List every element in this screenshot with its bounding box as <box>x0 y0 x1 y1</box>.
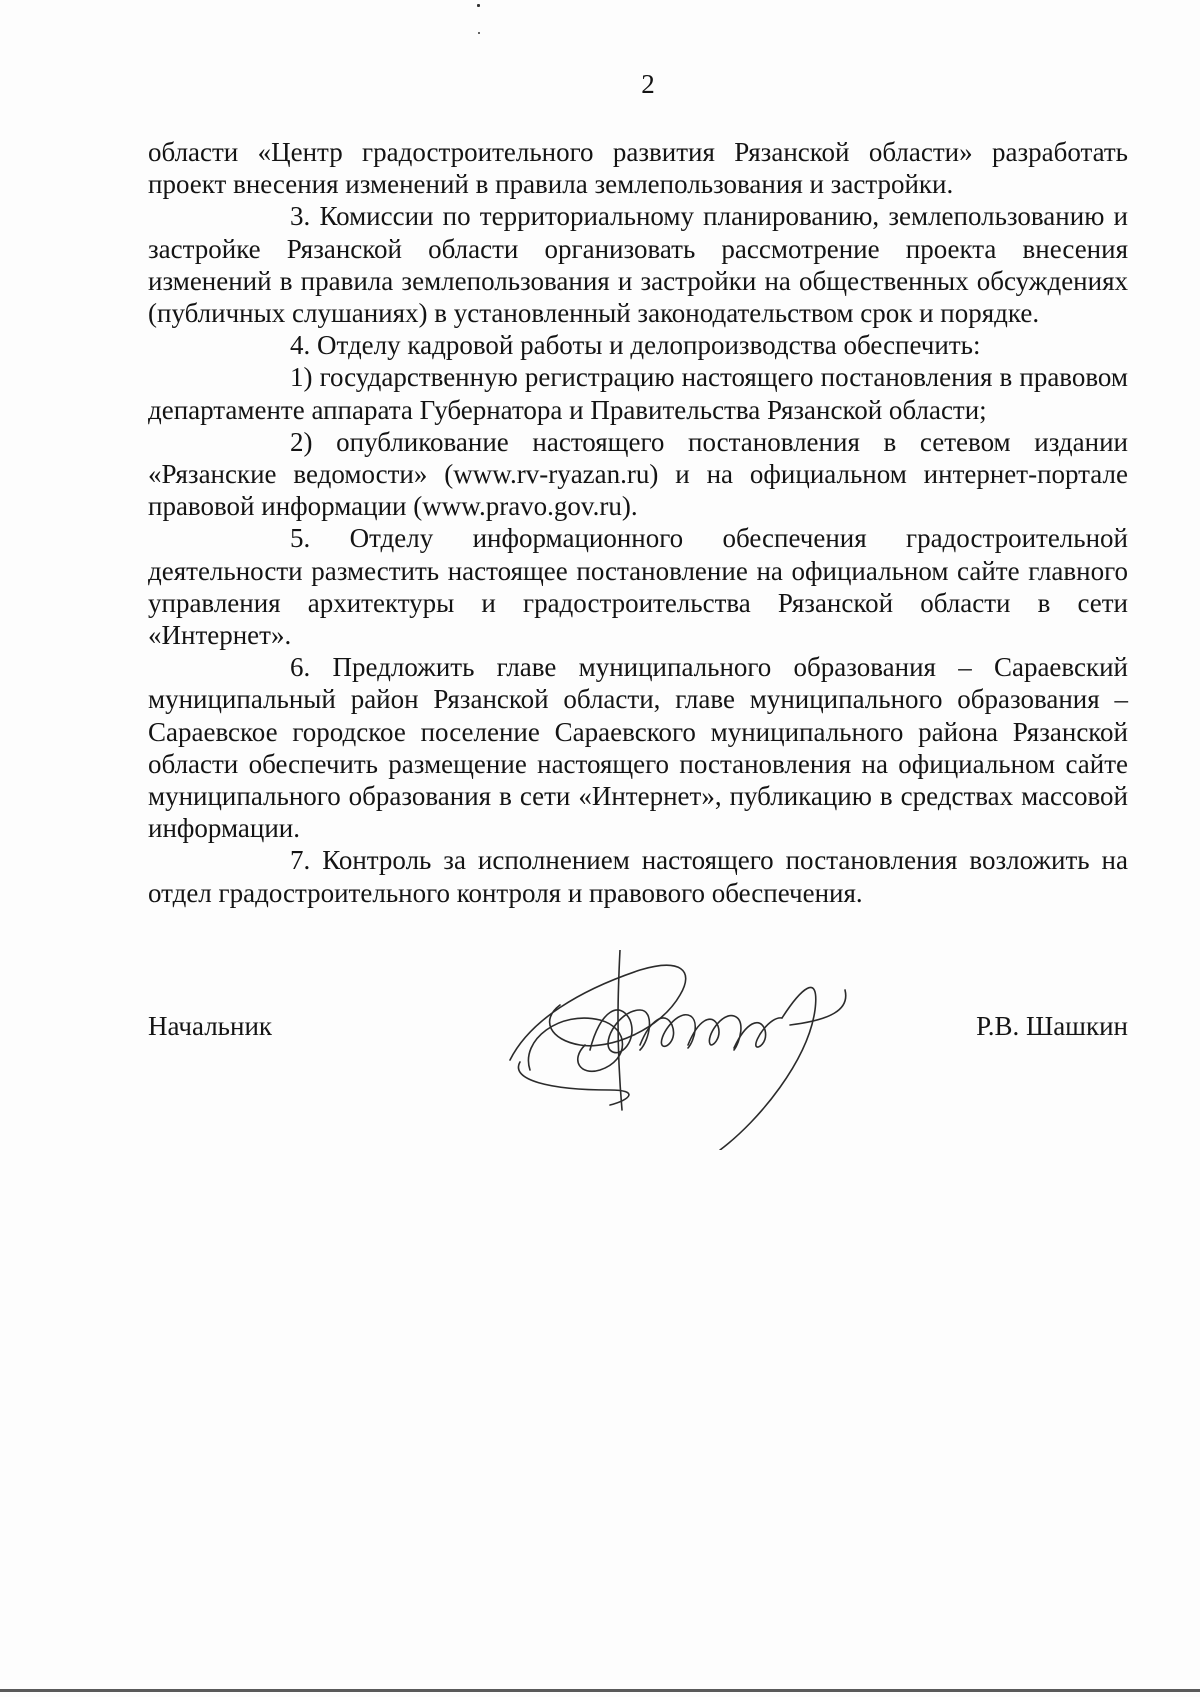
paragraph-continuation: области «Центр градостроительного развития Рязанской области» разработать проект внесения изменений в правила землепользования и застройки. <box>148 137 1128 200</box>
paragraph-number: 3. <box>290 201 311 232</box>
paragraph-subitem-1 <box>148 361 1128 425</box>
paragraph-item-7 <box>148 844 1128 908</box>
paragraph-number: 1) <box>290 362 313 393</box>
paragraph-item-6 <box>148 651 1128 844</box>
paragraph-text: Контроль за исполнением настоящего постановления возложить на отдел градостроительного контроля и правового обеспечения. <box>148 845 1128 908</box>
paragraph-text: Отделу информационного обеспечения градостроительной деятельности разместить настоящее постановление на официальном сайте главного управления архитектуры и градостроительства Рязанской области в сети «Интернет». <box>148 523 1128 651</box>
paragraph-number: 5. <box>290 523 311 554</box>
scan-speck <box>478 32 480 34</box>
paragraph-text: опубликование настоящего постановления в сетевом издании «Рязанские ведомости» (www.rv-ryazan.ru) и на официальном интернет-портале правовой информации (www.pravo.gov.ru). <box>148 426 1129 522</box>
paragraph-number: 7. <box>290 845 311 876</box>
paragraph-number: 2) <box>290 426 313 457</box>
paragraph-text: государственную регистрацию настоящего постановления в правовом департаменте аппарата Губернатора и Правительства Рязанской области; <box>148 362 1129 425</box>
signatory-position: Начальник <box>148 1011 273 1041</box>
document-body <box>148 136 1128 909</box>
paragraph-number: 4. <box>290 330 311 361</box>
bottom-scan-edge <box>0 1689 1200 1692</box>
paragraph-subitem-2 <box>148 426 1128 523</box>
signatory-name: Р.В. Шашкин <box>976 1011 1128 1041</box>
paragraph-item-3 <box>148 200 1128 329</box>
signature-block <box>148 1010 1128 1060</box>
paragraph-text: Отделу кадровой работы и делопроизводства обеспечить: <box>317 330 981 361</box>
paragraph-number: 6. <box>290 652 311 683</box>
paragraph-text: Комиссии по территориальному планированию, землепользованию и застройке Рязанской области организовать рассмотрение проекта внесения изменений в правила землепользования и застройки на общественных обсуждениях (публичных слушаниях) в установленный законодательством срок и порядке. <box>148 201 1128 329</box>
paragraph-text: Предложить главе муниципального образования – Сараевский муниципальный район Рязанской области, главе муниципального образования – Сараевское городское поселение Сараевского муниципального района Рязанской области обеспечить размещение настоящего постановления на официальном сайте муниципального образования в сети «Интернет», публикацию в средствах массовой информации. <box>148 652 1129 844</box>
paragraph-item-4 <box>148 329 1128 361</box>
paragraph-item-5 <box>148 522 1128 651</box>
scan-speck <box>477 4 480 7</box>
page-number: 2 <box>641 69 655 99</box>
